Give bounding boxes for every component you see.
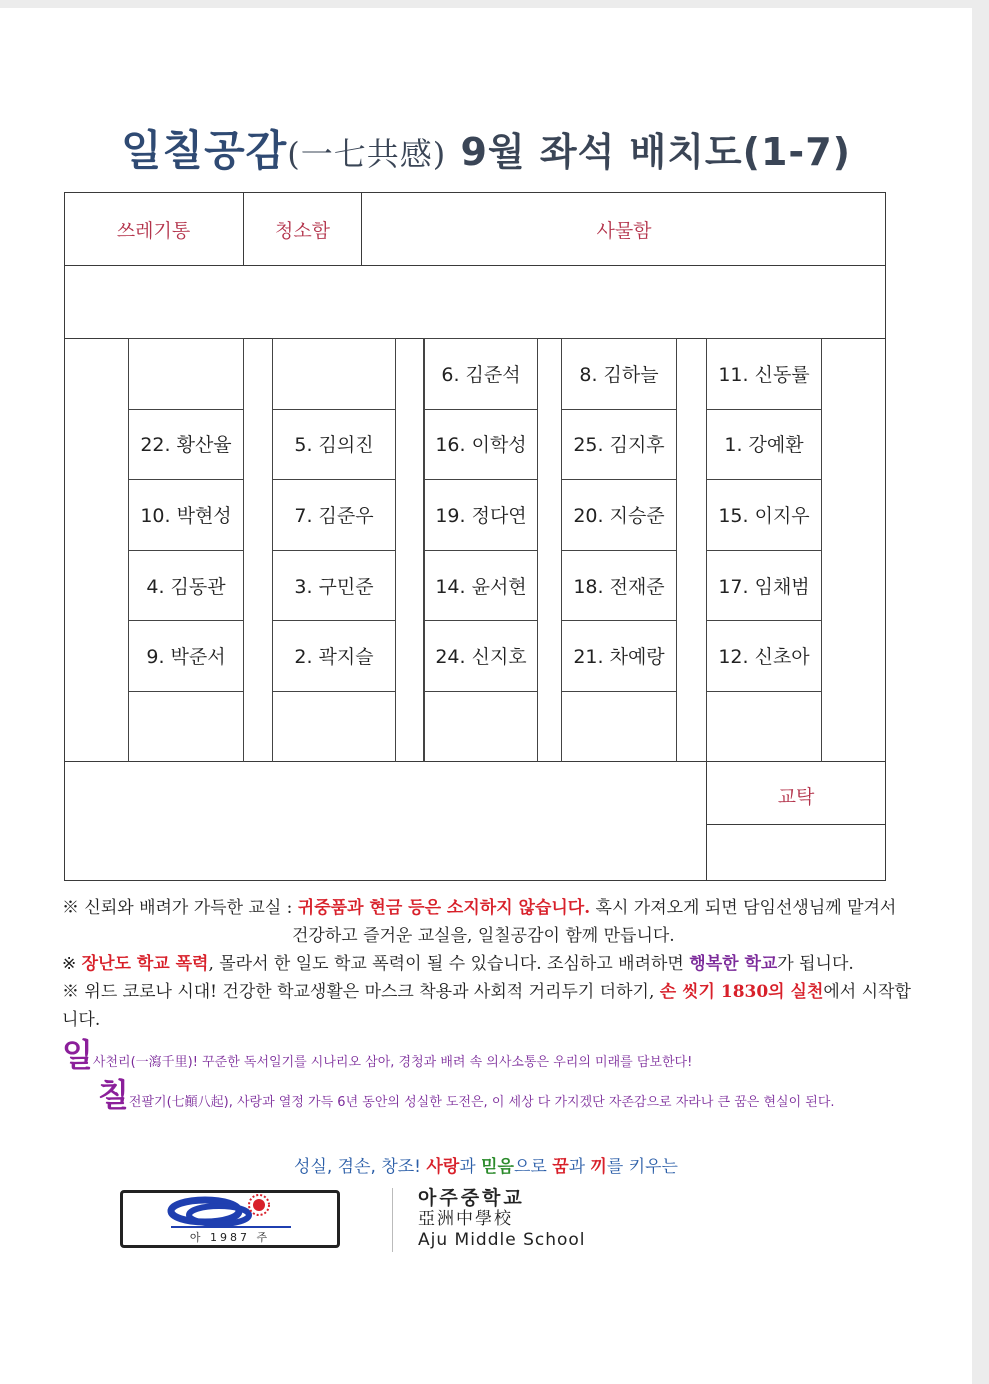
school-logo (120, 1190, 340, 1248)
seat-col1-row-2: 22. 황산율 (128, 409, 244, 481)
seat-col1-row-4: 4. 김동관 (128, 550, 244, 622)
teacher-desk-label: 교탁 (777, 786, 815, 808)
seat-col4-row-2: 25. 김지후 (561, 409, 677, 481)
seat-col4-row-6 (561, 691, 677, 762)
seat-col2-row-2: 5. 김의진 (272, 409, 396, 481)
seat-col5-row-3: 15. 이지우 (706, 479, 822, 551)
seat-col5-row-4: 17. 임채범 (706, 550, 822, 622)
divider (392, 1188, 393, 1252)
seat-col2-row-5: 2. 곽지슬 (272, 620, 396, 692)
school-slogan: 성실, 겸손, 창조! 사랑과 믿음으로 꿈과 끼를 키우는 (294, 1157, 678, 1177)
seat-col5-row-1: 11. 신동률 (706, 338, 822, 410)
title-hanja: (一七共感) (287, 135, 447, 173)
school-name (418, 1188, 586, 1251)
school-name-ko: 아주중학교 (418, 1187, 525, 1209)
seat-col3-row-3: 19. 정다연 (424, 479, 538, 551)
seat-col3-row-6 (424, 691, 538, 762)
note-3: ※ 위드 코로나 시대! 건강한 학교생활은 마스크 착용과 사회적 거리두기 더하기, 손 씻기 1830의 실천에서 시작합니다. (62, 982, 911, 1030)
trash-label: 쓰레기통 (116, 220, 191, 242)
motto-il: 일사천리(一瀉千里)! 꾸준한 독서일기를 시나리오 삼아, 경청과 배려 속 의사소통은 우리의 미래를 담보한다! (62, 1036, 693, 1074)
seat-col1-row-3: 10. 박현성 (128, 479, 244, 551)
seat-col1-row-6 (128, 691, 244, 762)
cleaning-label: 청소함 (274, 220, 331, 242)
logo-text: 아 1987 주 (189, 1231, 271, 1244)
notes (62, 894, 922, 1034)
title-rest: 9월 좌석 배치도(1-7) (446, 130, 852, 174)
note-1: ※ 신뢰와 배려가 가득한 교실 : 귀중품과 현금 등은 소지하지 않습니다. 혹시 가져오게 되면 담임선생님께 맡겨서 (62, 898, 897, 918)
aisle (395, 338, 424, 762)
page-title (0, 118, 972, 178)
seat-col3-row-1: 6. 김준석 (424, 338, 538, 410)
seat-col5-row-6 (706, 691, 822, 762)
seat-col2-row-3: 7. 김준우 (272, 479, 396, 551)
seat-col3-row-5: 24. 신지호 (424, 620, 538, 692)
note-2: ※ 장난도 학교 폭력, 몰라서 한 일도 학교 폭력이 될 수 있습니다. 조심하고 배려하면 행복한 학교가 됩니다. (62, 954, 854, 974)
seat-col1-row-5: 9. 박준서 (128, 620, 244, 692)
locker-label: 사물함 (596, 220, 652, 242)
note-1-cont: 건강하고 즐거운 교실을, 일칠공감이 함께 만듭니다. (292, 926, 675, 946)
school-name-en: Aju Middle School (418, 1230, 586, 1250)
seat-col4-row-4: 18. 전재준 (561, 550, 677, 622)
empty-row (64, 265, 886, 339)
seat-col2-row-4: 3. 구민준 (272, 550, 396, 622)
seat-col3-row-4: 14. 윤서현 (424, 550, 538, 622)
motto-chil: 칠전팔기(七顚八起), 사랑과 열정 가득 6년 동안의 성실한 도전은, 이 세상 다 가지겠단 자존감으로 자라나 큰 꿈은 현실이 된다. (98, 1076, 835, 1114)
seat-col4-row-1: 8. 김하늘 (561, 338, 677, 410)
seat-col5-row-2: 1. 강예환 (706, 409, 822, 481)
title-main: 일칠공감 (120, 126, 288, 175)
seat-col4-row-5: 21. 차예랑 (561, 620, 677, 692)
seat-col1-row-1 (128, 338, 244, 410)
seat-col2-row-1 (272, 338, 396, 410)
seat-col5-row-5: 12. 신초아 (706, 620, 822, 692)
seat-col4-row-3: 20. 지승준 (561, 479, 677, 551)
seat-col2-row-6 (272, 691, 396, 762)
teacher-desk-base (706, 824, 886, 881)
school-name-hanja: 亞洲中學校 (418, 1209, 513, 1229)
seat-col3-row-2: 16. 이학성 (424, 409, 538, 481)
